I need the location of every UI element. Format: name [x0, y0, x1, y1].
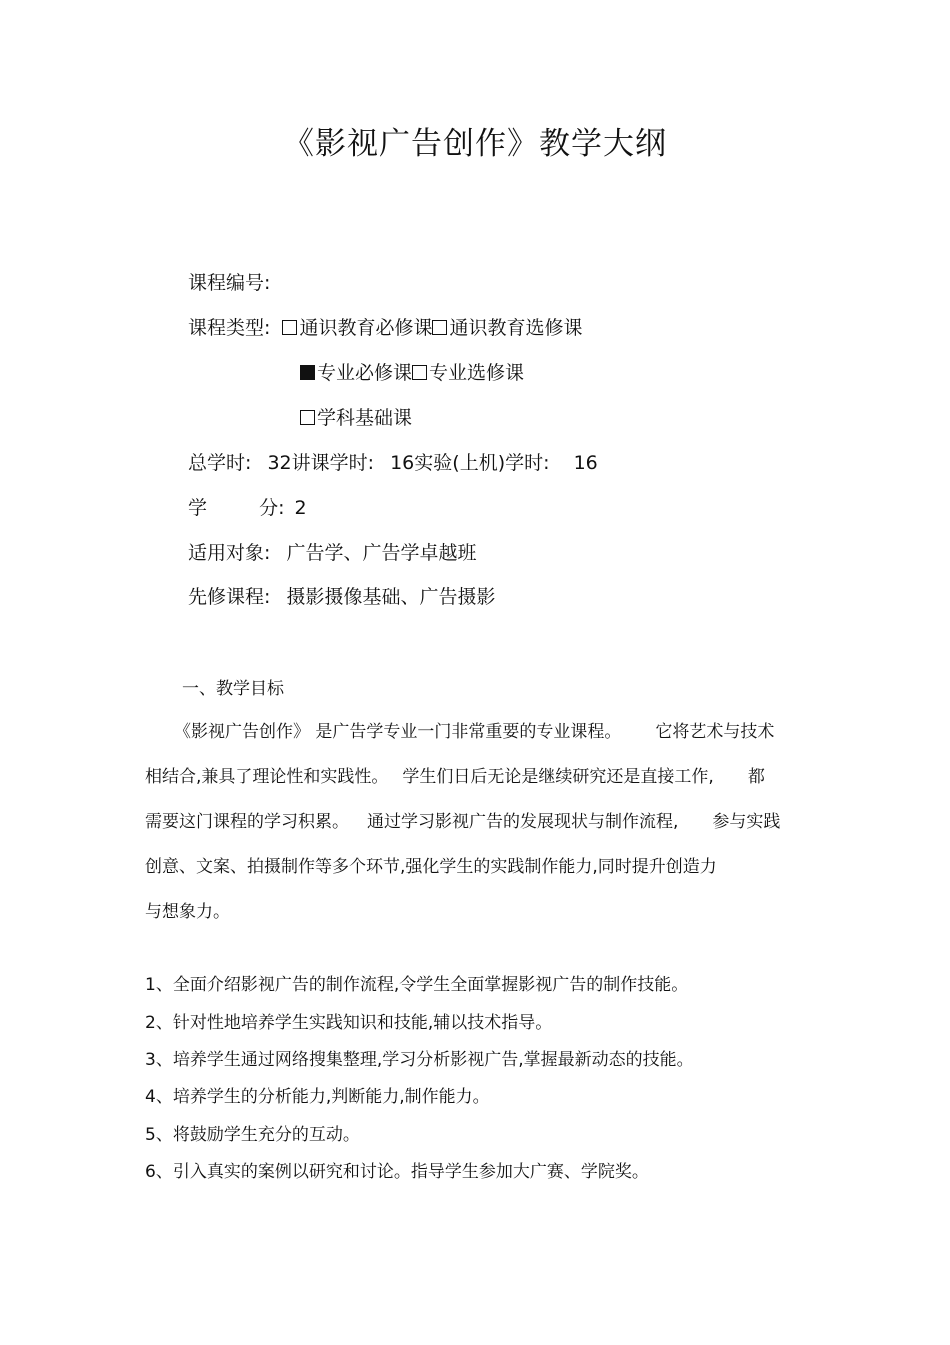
- list-item: 4、培养学生的分析能力,判断能力,制作能力。: [145, 1087, 490, 1107]
- checkbox-icon: [412, 365, 427, 380]
- paragraph-line: [145, 897, 230, 922]
- course-type-row-3: [300, 403, 412, 430]
- paragraph-segment: 创意、文案、拍摄制作等多个环节,强化学生的实践制作能力,同时提升创造力: [145, 857, 717, 877]
- audience-row: [188, 538, 476, 565]
- course-code-label: 课程编号:: [188, 272, 271, 294]
- lecture-hours-label: 讲课学时:: [291, 452, 375, 474]
- course-type-option-label: 通识教育选修课: [449, 317, 583, 339]
- paragraph-segment: 通过学习影视广告的发展现状与制作流程,: [367, 812, 679, 832]
- total-hours-label: 总学时:: [188, 452, 252, 474]
- paragraph-segment: 需要这门课程的学习积累。: [145, 812, 349, 832]
- paragraph-line: [145, 762, 765, 787]
- hours-row: [188, 448, 598, 475]
- course-type-row: [188, 313, 582, 340]
- checkbox-icon: [432, 320, 447, 335]
- paragraph-segment: 相结合,兼具了理论性和实践性。: [145, 767, 389, 787]
- credit-row: [188, 493, 307, 520]
- audience-label: 适用对象:: [188, 542, 271, 564]
- paragraph-segment: 学生们日后无论是继续研究还是直接工作,: [402, 767, 714, 787]
- credit-label-char-1: 学: [188, 497, 208, 519]
- course-type-option[interactable]: [300, 358, 412, 385]
- lab-hours-value: 16: [573, 452, 598, 474]
- paragraph-segment: 参与实践: [712, 812, 781, 832]
- course-type-row-2: [300, 358, 524, 385]
- paragraph-segment: 都: [747, 767, 765, 787]
- total-hours-value: 32: [267, 452, 292, 474]
- paragraph-segment: 它将艺术与技术: [655, 722, 775, 742]
- checkbox-icon: [300, 365, 315, 380]
- course-code-row: [188, 268, 270, 295]
- paragraph-segment: 与想象力。: [145, 902, 230, 922]
- lab-hours-label: 实验(上机)学时:: [414, 452, 550, 474]
- prereq-row: [188, 582, 495, 609]
- course-type-option-label: 专业必修课: [317, 362, 413, 384]
- course-type-option[interactable]: [412, 358, 524, 385]
- lecture-hours-value: 16: [390, 452, 415, 474]
- prereq-value: 摄影摄像基础、广告摄影: [286, 586, 496, 608]
- credit-value: 2: [294, 497, 307, 519]
- paragraph-line: [145, 852, 717, 877]
- list-item: 6、引入真实的案例以研究和讨论。指导学生参加大广赛、学院奖。: [145, 1162, 649, 1182]
- course-type-option-label: 专业选修课: [429, 362, 525, 384]
- audience-value: 广告学、广告学卓越班: [286, 542, 477, 564]
- course-type-option[interactable]: [282, 313, 432, 340]
- course-type-option[interactable]: [432, 313, 582, 340]
- checkbox-icon: [282, 320, 297, 335]
- paragraph-segment: 《影视广告创作》 是广告学专业一门非常重要的专业课程。: [174, 722, 622, 742]
- course-type-option[interactable]: [300, 403, 412, 430]
- paragraph-line: [174, 717, 774, 742]
- checkbox-icon: [300, 410, 315, 425]
- paragraph-line: [145, 807, 780, 832]
- list-item: 3、培养学生通过网络搜集整理,学习分析影视广告,掌握最新动态的技能。: [145, 1050, 694, 1070]
- credit-label-char-2: 分:: [259, 497, 285, 519]
- course-type-option-label: 通识教育必修课: [299, 317, 433, 339]
- list-item: 2、针对性地培养学生实践知识和技能,辅以技术指导。: [145, 1013, 553, 1033]
- document-title: 《影视广告创作》教学大纲: [283, 126, 667, 162]
- course-type-option-label: 学科基础课: [317, 407, 413, 429]
- prereq-label: 先修课程:: [188, 586, 271, 608]
- section-heading: 一、教学目标: [182, 679, 284, 699]
- list-item: 5、将鼓励学生充分的互动。: [145, 1125, 360, 1145]
- course-type-label: 课程类型:: [188, 317, 271, 339]
- list-item: 1、全面介绍影视广告的制作流程,令学生全面掌握影视广告的制作技能。: [145, 975, 689, 995]
